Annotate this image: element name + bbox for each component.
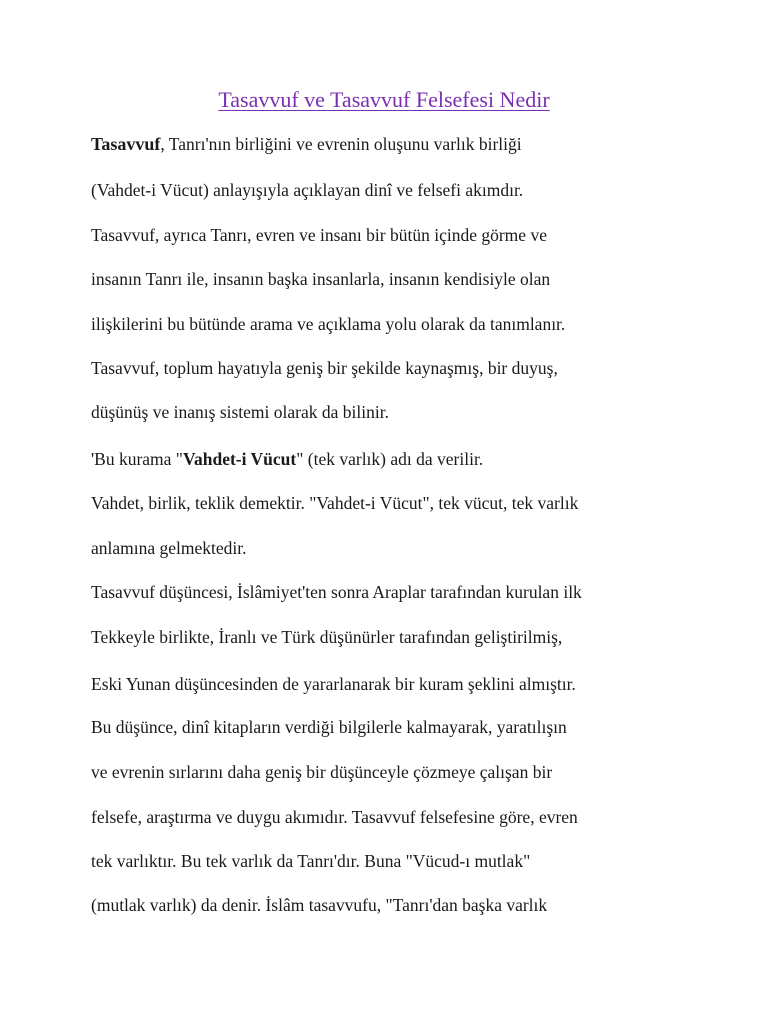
text-line-10: anlamına gelmektedir. xyxy=(91,538,247,558)
text-line-11: Tasavvuf düşüncesi, İslâmiyet'ten sonra Araplar tarafından kurulan ilk xyxy=(91,582,582,602)
text-line-4: insanın Tanrı ile, insanın başka insanlarla, insanın kendisiyle olan xyxy=(91,269,551,289)
text-line-5: ilişkilerini bu bütünde arama ve açıklama yolu olarak da tanımlanır. xyxy=(91,314,566,334)
text-line-13: Eski Yunan düşüncesinden de yararlanarak bir kuram şeklini almıştır. xyxy=(91,674,576,694)
document-title: Tasavvuf ve Tasavvuf Felsefesi Nedir xyxy=(218,87,550,112)
term-tasavvuf: Tasavvuf xyxy=(91,134,161,154)
text-line-18: (mutlak varlık) da denir. İslâm tasavvufu, "Tanrı'dan başka varlık xyxy=(91,895,548,915)
term-vahdet-i-vucut: Vahdet-i Vücut xyxy=(182,449,297,469)
text-line-7: düşünüş ve inanış sistemi olarak da bilinir. xyxy=(91,402,389,422)
text-line-12: Tekkeyle birlikte, İranlı ve Türk düşünürler tarafından geliştirilmiş, xyxy=(91,627,563,647)
text-line-16: felsefe, araştırma ve duygu akımıdır. Tasavvuf felsefesine göre, evren xyxy=(91,807,578,827)
text-line-17: tek varlıktır. Bu tek varlık da Tanrı'dır. Buna "Vücud-ı mutlak" xyxy=(91,851,531,871)
text-line-6: Tasavvuf, toplum hayatıyla geniş bir şekilde kaynaşmış, bir duyuş, xyxy=(91,358,558,378)
text-line-8-pre: 'Bu kurama " xyxy=(91,449,183,469)
text-line-14: Bu düşünce, dinî kitapların verdiği bilgilerle kalmayarak, yaratılışın xyxy=(91,717,567,737)
text-line-9: Vahdet, birlik, teklik demektir. "Vahdet-i Vücut", tek vücut, tek varlık xyxy=(91,493,579,513)
text-line-2: (Vahdet-i Vücut) anlayışıyla açıklayan dinî ve felsefi akımdır. xyxy=(91,180,524,200)
text-line-1 xyxy=(91,133,691,155)
text-line-3: Tasavvuf, ayrıca Tanrı, evren ve insanı bir bütün içinde görme ve xyxy=(91,225,547,245)
text-line-8-rest: " (tek varlık) adı da verilir. xyxy=(296,449,484,469)
text-line-8 xyxy=(91,448,691,470)
text-line-15: ve evrenin sırlarını daha geniş bir düşünceyle çözmeye çalışan bir xyxy=(91,762,553,782)
text-line-1-rest: , Tanrı'nın birliğini ve evrenin oluşunu varlık birliği xyxy=(160,134,522,154)
